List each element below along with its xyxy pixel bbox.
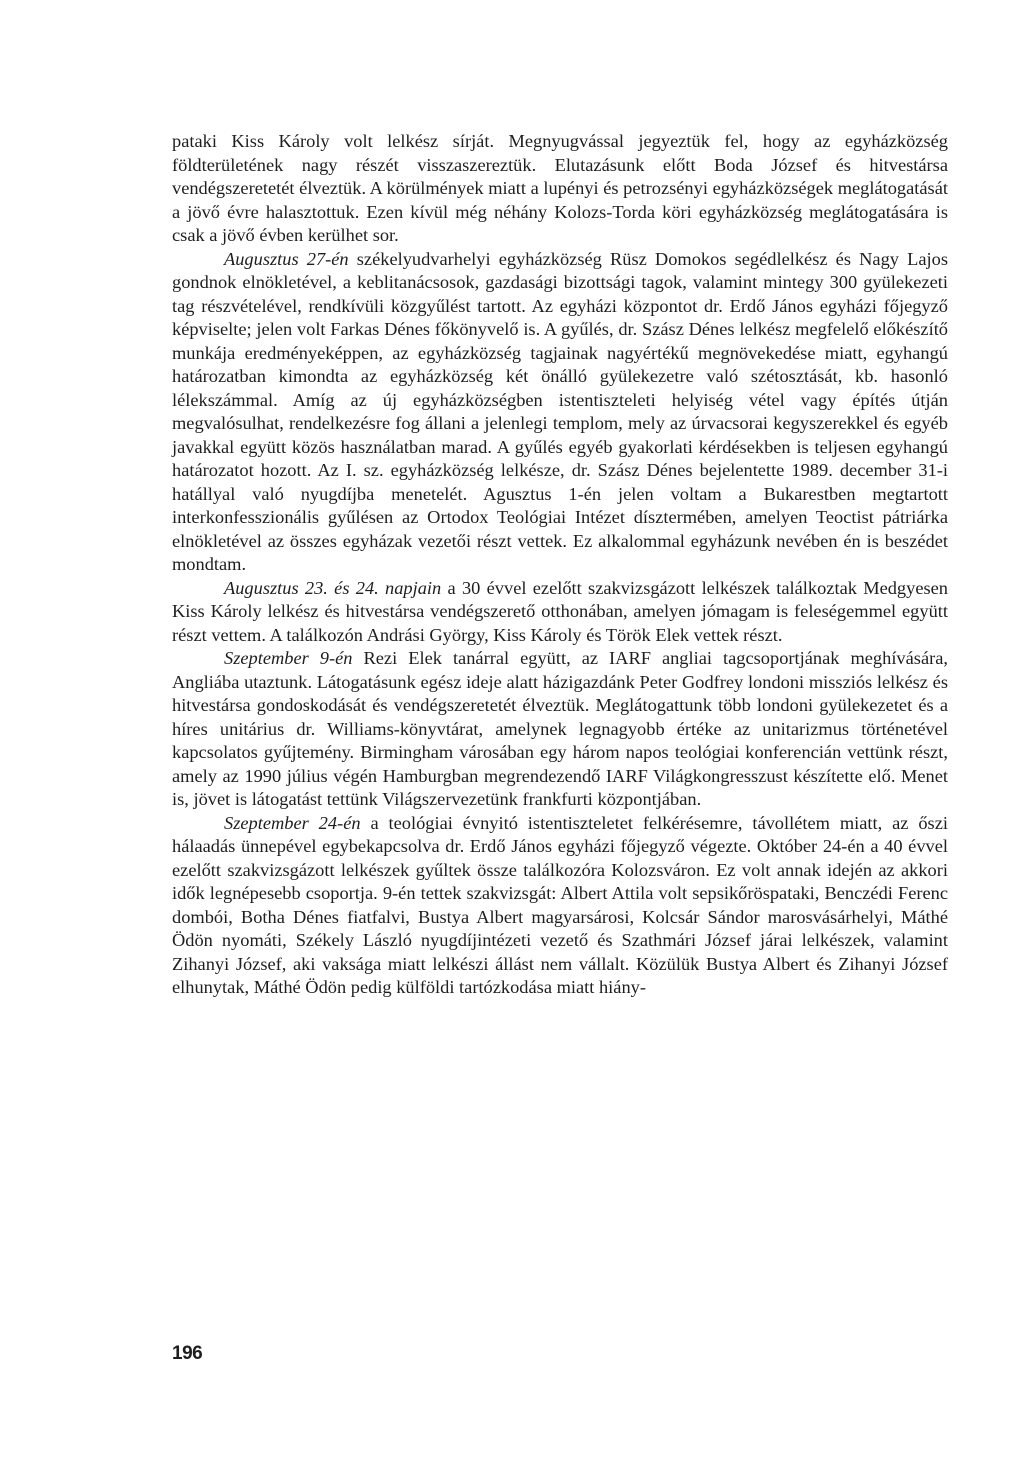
paragraph-5-lead: Szeptember 24-én bbox=[224, 812, 361, 833]
paragraph-1-text: pataki Kiss Károly volt lelkész sírját. Megnyugvással jegyeztük fel, hogy az egyházközség földterületének nagy részét visszaszereztük. Elutazásunk előtt Boda József és hitvestársa vendégszeretetét élveztük. A körülmények miatt a lupényi és petrozsényi egyházközségek meglátogatását a jövő évre halasztottuk. Ezen kívül még néhány Kolozs-Torda köri egyházközség meglátogatására is csak a jövő évben kerülhet sor. bbox=[172, 131, 948, 245]
paragraph-4 bbox=[172, 647, 948, 812]
paragraph-4-text: Rezi Elek tanárral együtt, az IARF angliai tagcsoportjának meghívására, Angliába utaztunk. Látogatásunk egész ideje alatt házigazdánk Peter Godfrey londoni missziós lelkész és hitvestársa gondoskodását és vendégszeretetét élveztük. Meglátogattunk több londoni gyülekezetet és a híres unitárius dr. Williams-könyvtárat, amelynek legnagyobb értéke az unitarizmus történetével kapcsolatos gyűjtemény. Birmingham városában egy három napos teológiai konferencián vettünk részt, amely az 1990 július végén Hamburgban megrendezendő IARF Világkongresszust készítette elő. Menet is, jövet is látogatást tettünk Világszervezetünk frankfurti központjában. bbox=[172, 648, 948, 809]
paragraph-1 bbox=[172, 130, 948, 248]
page-number: 196 bbox=[172, 1343, 203, 1364]
paragraph-2-lead: Augusztus 27-én bbox=[224, 248, 349, 269]
paragraph-4-lead: Szeptember 9-én bbox=[224, 648, 353, 668]
paragraph-5 bbox=[172, 812, 948, 1000]
paragraph-2-text: székelyudvarhelyi egyházközség Rüsz Domokos segédlelkész és Nagy Lajos gondnok elnökletével, a keblitanácsosok, gazdasági bizottsági tagok, valamint mintegy 300 gyülekezeti tag részvételével, rendkívüli közgyűlést tartott. Az egyházi központot dr. Erdő János egyházi főjegyző képviselte; jelen volt Farkas Dénes főkönyvelő is. A gyűlés, dr. Szász Dénes lelkész megfelelő előkészítő munkája eredményeképpen, az egyházközség tagjainak nagyértékű megnövekedése miatt, egyhangú határozatban kimondta az egyházközség két önálló gyülekezetre való szétosztását, kb. hasonló lélekszámmal. Amíg az új egyházközségben istentiszteleti helyiség vétel vagy építés útján megvalósulhat, rendelkezésre fog állani a jelenlegi templom, mely az úrvacsorai kegyszerekkel és egyéb javakkal együtt közös használatban marad. A gyűlés egyéb gyakorlati kérdésekben is teljesen egyhangú határozatot hozott. Az I. sz. egyházközség lelkésze, dr. Szász Dénes bejelentette 1989. december 31-i hatállyal való nyugdíjba menetelét. Agusztus 1-én jelen voltam a Bukarestben megtartott interkonfesszionális gyűlésen az Ortodox Teológiai Intézet dísztermében, amelyen Teoctist pátriárka elnökletével az összes egyházak vezetői részt vettek. Ez alkalommal egyházunk nevében én is beszédet mondtam. bbox=[172, 248, 948, 574]
paragraph-2 bbox=[172, 248, 948, 577]
paragraph-5-text: a teológiai évnyitó istentiszteletet felkérésemre, távollétem miatt, az őszi hálaadás ünnepével egybekapcsolva dr. Erdő János egyházi főjegyző végezte. Október 24-én a 40 évvel ezelőtt szakvizsgázott lelkészek gyűltek össze találkozóra Kolozsváron. Ez volt annak idején az akkori idők legnépesebb csoportja. 9-én tettek szakvizsgát: Albert Attila volt sepsikőröspataki, Benczédi Ferenc dombói, Botha Dénes fiatfalvi, Bustya Albert magyarsárosi, Kolcsár Sándor marosvásárhelyi, Máthé Ödön nyomáti, Székely László nyugdíjintézeti vezető és Szathmári József járai lelkészek, valamint Zihanyi József, aki vaksága miatt lelkészi állást nem vállalt. Közülük Bustya Albert és Zihanyi József elhunytak, Máthé Ödön pedig külföldi tartózkodása miatt hiány- bbox=[172, 812, 948, 997]
page-body bbox=[172, 130, 948, 1000]
paragraph-3 bbox=[172, 577, 948, 648]
paragraph-3-text: a 30 évvel ezelőtt szakvizsgázott lelkészek találkoztak Medgyesen Kiss Károly lelkész és hitvestársa vendégszerető otthonában, amelyen jómagam is feleségemmel együtt részt vettem. A találkozón Andrási György, Kiss Károly és Török Elek vettek részt. bbox=[172, 577, 949, 645]
paragraph-3-lead: Augusztus 23. és 24. napjain bbox=[224, 577, 442, 598]
